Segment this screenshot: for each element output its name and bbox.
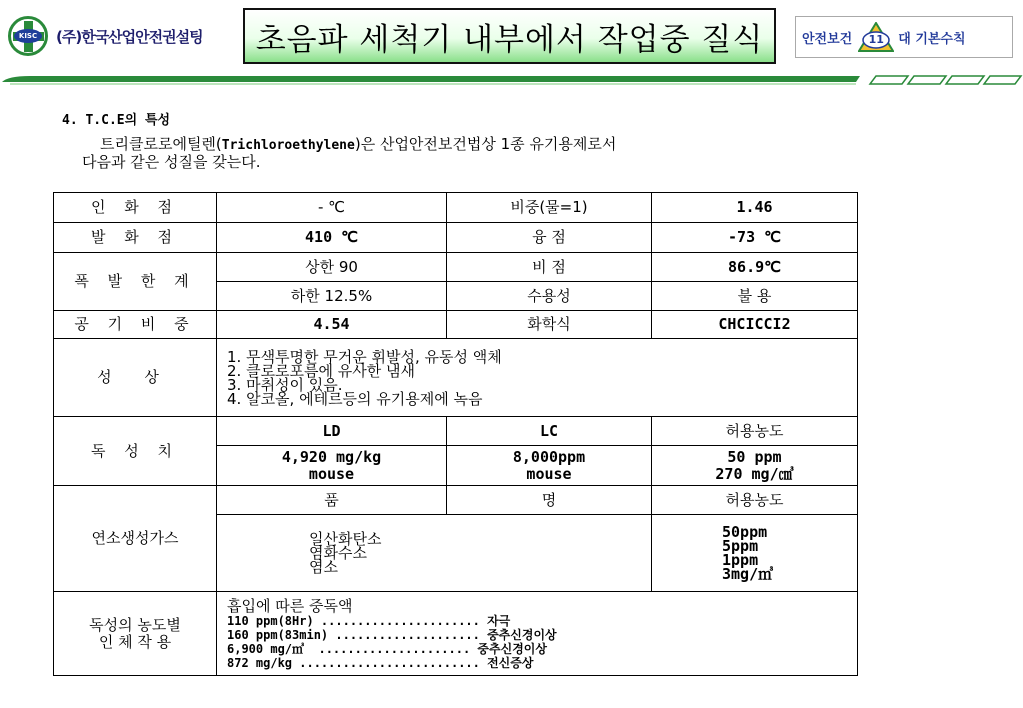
melting-point-label: 융 점 [447,223,652,253]
table-row [54,339,858,417]
flash-point-value: - ℃ [217,193,447,223]
intro-paragraph [82,136,882,171]
page-title: 초음파 세척기 내부에서 작업중 질식 [255,21,764,58]
ignition-point-label: 발 화 점 [54,223,217,253]
properties-table [53,192,858,676]
gas-name: 일산화탄소 [309,530,382,548]
company-logo [8,14,238,58]
ignition-point-value: 410 ℃ [217,223,447,253]
vapor-density-value: 4.54 [217,311,447,339]
effect-line: 160 ppm(83min) .................... 중추신경이상 [227,627,557,642]
gas-limit-header: 허용농도 [652,486,858,515]
appearance-item: 2. 클로로포름에 유사한 냄새 [227,361,416,380]
gas-name: 염화수소 [309,544,367,562]
melting-point-value: -73 ℃ [652,223,858,253]
appearance-list [217,339,858,417]
header-divider [0,74,1023,96]
boiling-point-label: 비 점 [447,253,652,282]
gas-names [217,515,652,592]
table-row [54,417,858,446]
intro-line-1: 트리클로로에틸렌(Trichloroethylene)은 산업안전보건법상 1종 유기용제로서 [100,135,617,153]
solubility-value: 불 용 [652,282,858,311]
boiling-point-value: 86.9℃ [652,253,858,282]
exposure-limit-header: 허용농도 [652,417,858,446]
safety-rules-logo [795,16,1013,58]
gas-limit: 3mg/㎥ [722,565,774,583]
ld-header: LD [217,417,447,446]
company-name: (주)한국산업안전권설팅 [56,27,203,46]
upper-limit-value: 상한 90 [217,253,447,282]
solubility-label: 수용성 [447,282,652,311]
ld-value: 4,920 mg/kg mouse [217,446,447,486]
section-title: 4. T.C.E의 특성 [62,113,171,128]
toxicity-label: 독 성 치 [54,417,217,486]
effect-line: 6,900 mg/㎥ ..................... 중추신경이상 [227,641,547,656]
gas-limits [652,515,858,592]
kisc-abbr: KISC [14,29,42,43]
gas-limit: 5ppm [722,537,759,555]
table-row [54,253,858,282]
concentration-effects [217,592,858,676]
gas-limit: 50ppm [722,523,768,541]
lc-value: 8,000ppm mouse [447,446,652,486]
flash-point-label: 인 화 점 [54,193,217,223]
specific-gravity-label: 비중(물=1) [447,193,652,223]
safety-rules-label-left: 안전보건 [802,31,853,47]
title-banner [243,8,776,64]
appearance-item: 3. 마취성이 있음. [227,375,343,394]
gas-limit: 1ppm [722,551,759,569]
appearance-label: 성 상 [54,339,217,417]
vapor-density-label: 공 기 비 중 [54,311,217,339]
kisc-emblem-icon [8,16,48,56]
combustion-gas-label: 연소생성가스 [54,486,217,592]
table-row [54,592,858,676]
specific-gravity-value: 1.46 [652,193,858,223]
table-row [54,193,858,223]
safety-rules-number: 11 [868,33,884,46]
product-name-header-2: 명 [447,486,652,515]
effect-line: 110 ppm(8Hr) ...................... 자극 [227,613,511,628]
lower-limit-value: 하한 12.5% [217,282,447,311]
appearance-item: 4. 알코올, 에테르등의 유기용제에 녹음 [227,389,483,408]
intro-line-2: 다음과 같은 성질을 갖는다. [82,153,261,171]
exposure-limit-value: 50 ppm 270 mg/㎤ [652,446,858,486]
lc-header: LC [447,417,652,446]
effect-line: 872 mg/kg ......................... 전신증상 [227,655,534,670]
table-row [54,486,858,515]
chemical-formula-label: 화학식 [447,311,652,339]
safety-rules-label-right: 대 기본수칙 [898,31,966,47]
appearance-item: 1. 무색투명한 무거운 휘발성, 유동성 액체 [227,347,502,366]
gas-name: 염소 [309,558,338,576]
product-name-header-1: 품 [217,486,447,515]
table-row [54,223,858,253]
effects-heading: 흡입에 따른 중독액 [227,596,353,615]
chemical-formula-value: CHCICCI2 [652,311,858,339]
table-row [54,311,858,339]
explosion-limit-label: 폭 발 한 계 [54,253,217,311]
concentration-effect-label: 독성의 농도별 인 체 작 용 [54,592,217,676]
triangle-badge-icon [858,22,894,52]
